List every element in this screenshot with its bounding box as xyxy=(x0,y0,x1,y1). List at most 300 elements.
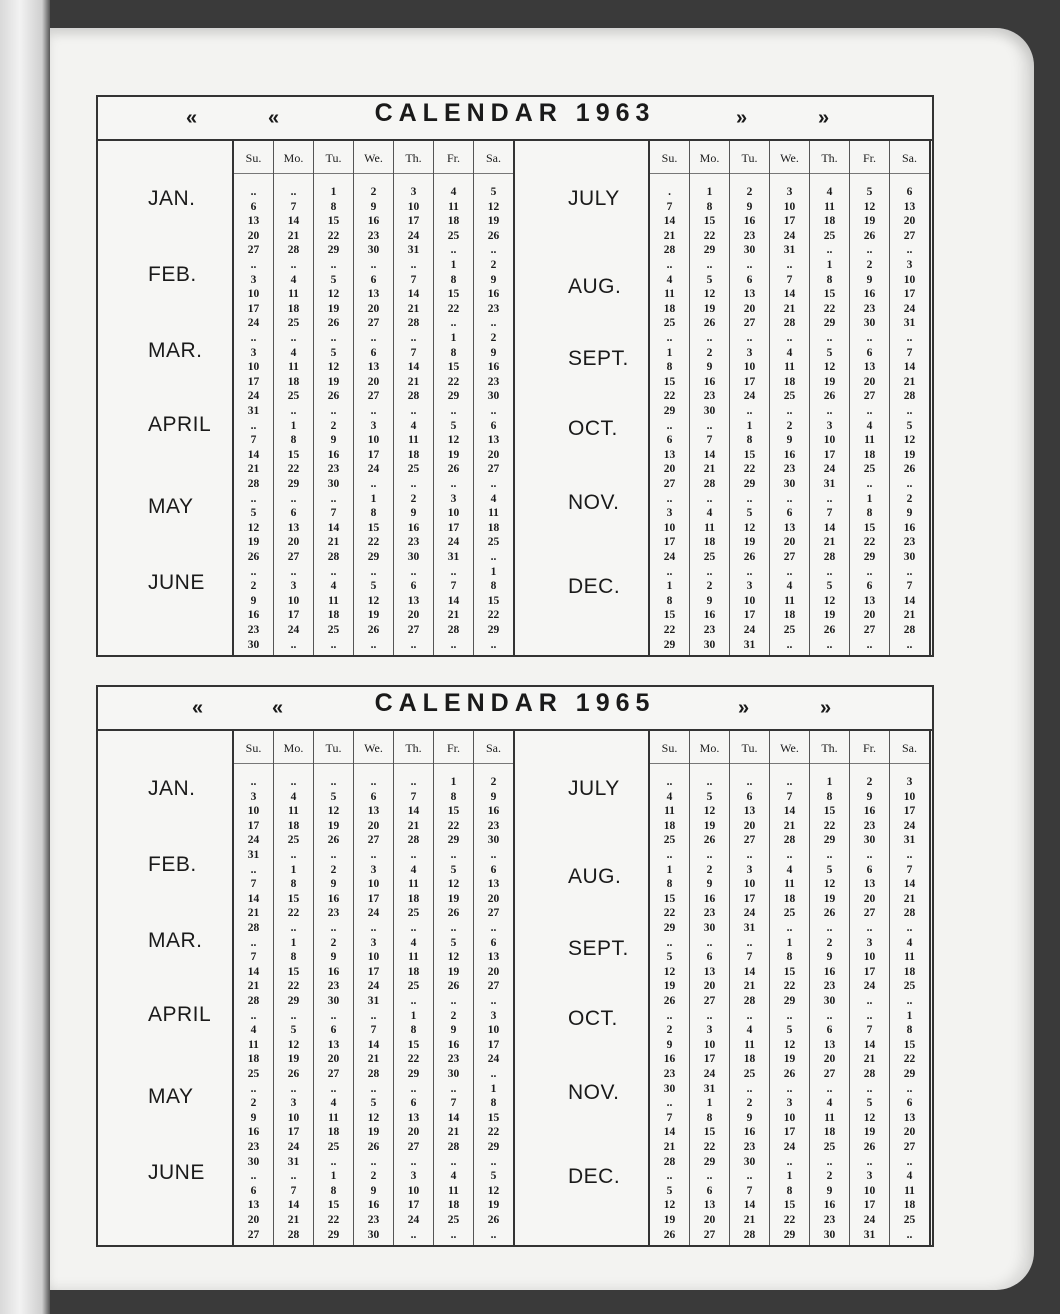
date-cell: 13 xyxy=(703,965,716,978)
date-cell: 9 xyxy=(330,878,337,891)
date-cell: 21 xyxy=(903,892,916,905)
day-header: Mo. xyxy=(283,741,304,755)
date-cell: 10 xyxy=(487,1024,500,1037)
day-header: Fr. xyxy=(446,151,460,165)
date-cell: 29 xyxy=(823,317,836,330)
date-cell: 25 xyxy=(823,1141,836,1153)
date-cell: .. xyxy=(490,405,497,417)
date-cell: 7 xyxy=(746,1184,753,1197)
date-cell: 19 xyxy=(447,965,460,978)
date-cell: 9 xyxy=(786,434,793,447)
header-rule xyxy=(690,173,729,174)
day-column xyxy=(650,141,690,655)
date-cell: 3 xyxy=(906,259,913,271)
date-cell: 2 xyxy=(370,1170,377,1183)
date-cell: 2 xyxy=(746,186,753,198)
date-cell: .. xyxy=(490,244,497,257)
date-cell: 24 xyxy=(903,819,916,832)
date-cell: 16 xyxy=(823,1199,836,1212)
date-cell: 20 xyxy=(487,965,500,978)
date-cell: 26 xyxy=(247,551,260,563)
date-cell: 16 xyxy=(247,1126,260,1139)
date-cell: .. xyxy=(410,1082,417,1095)
date-cell: 16 xyxy=(327,448,340,461)
day-column xyxy=(730,141,770,655)
date-cell: 15 xyxy=(447,361,460,374)
date-cell: 23 xyxy=(783,463,796,476)
date-cell: 14 xyxy=(663,215,676,228)
date-cell: 2 xyxy=(706,580,713,593)
date-cell: 8 xyxy=(666,361,673,374)
calendar-1963 xyxy=(96,95,934,657)
date-cell: 24 xyxy=(703,1068,716,1080)
date-cell: 30 xyxy=(663,1082,676,1095)
day-column xyxy=(890,141,929,655)
date-cell: .. xyxy=(746,1170,753,1183)
date-cell: 16 xyxy=(367,215,380,228)
date-cell: .. xyxy=(786,776,793,788)
date-cell: 22 xyxy=(327,1214,340,1226)
date-cell: .. xyxy=(906,478,913,490)
date-cell: 24 xyxy=(863,980,876,993)
date-cell: 31 xyxy=(903,317,916,330)
date-cell: .. xyxy=(410,565,417,578)
date-cell: 16 xyxy=(487,805,500,818)
date-cell: 25 xyxy=(903,980,916,993)
date-cell: 20 xyxy=(823,1053,836,1066)
date-cell: 11 xyxy=(824,1111,835,1124)
month-label: JUNE xyxy=(148,571,205,594)
date-cell: 19 xyxy=(903,448,916,461)
date-cell: 16 xyxy=(447,1038,460,1051)
date-cell: 12 xyxy=(247,521,260,534)
date-cell: 6 xyxy=(330,1024,337,1037)
date-cell: .. xyxy=(250,332,257,344)
date-cell: 2 xyxy=(410,492,417,505)
date-cell: 9 xyxy=(746,1111,753,1124)
date-cell: 17 xyxy=(663,536,676,549)
date-cell: 8 xyxy=(706,200,713,213)
header-rule xyxy=(314,173,353,174)
date-cell: .. xyxy=(906,565,913,578)
date-cell: 28 xyxy=(447,1141,460,1153)
date-cell: 8 xyxy=(666,594,673,607)
date-cell: 13 xyxy=(487,951,500,964)
header-rule xyxy=(434,763,473,764)
date-cell: 8 xyxy=(786,1184,793,1197)
day-header: Tu. xyxy=(741,741,758,755)
day-header: Tu. xyxy=(325,151,342,165)
date-cell: 30 xyxy=(487,834,500,847)
day-column xyxy=(234,141,274,655)
date-cell: .. xyxy=(786,259,793,271)
date-cell: 12 xyxy=(487,200,500,213)
date-cell: 5 xyxy=(866,1097,873,1110)
date-cell: 29 xyxy=(407,1068,420,1080)
date-cell: 27 xyxy=(903,229,916,242)
date-cell: 1 xyxy=(826,776,833,788)
date-cell: 27 xyxy=(703,995,716,1007)
date-cell: .. xyxy=(666,259,673,271)
date-cell: 20 xyxy=(367,819,380,832)
date-cell: 29 xyxy=(287,995,300,1007)
date-cell: 8 xyxy=(290,434,297,447)
date-cell: 24 xyxy=(367,463,380,476)
date-cell: .. xyxy=(330,849,337,861)
date-cell: 7 xyxy=(250,434,257,447)
date-cell: 19 xyxy=(863,215,876,228)
date-cell: 9 xyxy=(706,878,713,891)
date-cell: 7 xyxy=(250,951,257,964)
date-cell: .. xyxy=(706,1170,713,1183)
header-rule xyxy=(354,173,393,174)
date-cell: 9 xyxy=(250,1111,257,1124)
date-cell: 1 xyxy=(450,259,457,271)
date-cell: 11 xyxy=(288,288,299,301)
date-cell: 3 xyxy=(866,936,873,949)
date-cell: 8 xyxy=(746,434,753,447)
date-cell: 19 xyxy=(447,892,460,905)
date-cell: 6 xyxy=(786,507,793,520)
date-cell: 30 xyxy=(447,1068,460,1080)
date-cell: 27 xyxy=(367,390,380,403)
date-cell: 17 xyxy=(743,892,756,905)
date-cell: 26 xyxy=(447,980,460,993)
header-rule xyxy=(474,173,513,174)
date-cell: 11 xyxy=(864,434,875,447)
date-cell: 19 xyxy=(327,375,340,388)
date-cell: 29 xyxy=(327,1228,340,1241)
date-cell: 16 xyxy=(903,521,916,534)
date-cell: 4 xyxy=(786,863,793,876)
date-cell: 22 xyxy=(487,1126,500,1139)
date-cell: 2 xyxy=(666,1024,673,1037)
date-cell: .. xyxy=(746,1082,753,1095)
date-cell: .. xyxy=(666,1009,673,1022)
date-cell: 24 xyxy=(903,302,916,315)
date-cell: 7 xyxy=(290,200,297,213)
month-label: MAY xyxy=(148,495,194,518)
date-cell: 28 xyxy=(247,922,260,934)
date-cell: 11 xyxy=(328,594,339,607)
date-cell: 16 xyxy=(703,375,716,388)
date-cell: 10 xyxy=(783,200,796,213)
date-cell: 1 xyxy=(906,1009,913,1022)
date-cell: 6 xyxy=(906,1097,913,1110)
date-cell: 1 xyxy=(410,1009,417,1022)
date-cell: 10 xyxy=(903,790,916,803)
date-cell: 3 xyxy=(410,1170,417,1183)
date-cell: 5 xyxy=(666,1184,673,1197)
date-cell: 26 xyxy=(703,834,716,847)
date-cell: 13 xyxy=(327,1038,340,1051)
date-cell: 25 xyxy=(287,834,300,847)
date-cell: 4 xyxy=(450,186,457,198)
header-rule xyxy=(354,763,393,764)
day-column xyxy=(274,731,314,1245)
date-cell: 12 xyxy=(863,1111,876,1124)
date-cell: 20 xyxy=(247,229,260,242)
date-cell: 20 xyxy=(863,609,876,622)
date-cell: 17 xyxy=(903,805,916,818)
day-header: We. xyxy=(780,151,799,165)
date-cell: 11 xyxy=(784,361,795,374)
date-cell: 26 xyxy=(863,1141,876,1153)
month-label: MAR. xyxy=(148,929,203,952)
date-cell: 21 xyxy=(903,375,916,388)
date-cell: 22 xyxy=(287,907,300,920)
date-cell: 31 xyxy=(743,638,756,651)
date-cell: 14 xyxy=(407,361,420,374)
date-cell: 25 xyxy=(447,229,460,242)
date-cell: 9 xyxy=(746,200,753,213)
calendar-header xyxy=(98,687,932,731)
date-cell: 15 xyxy=(327,215,340,228)
date-cell: 6 xyxy=(746,790,753,803)
date-cell: 26 xyxy=(903,463,916,476)
date-cell: 15 xyxy=(407,1038,420,1051)
date-cell: 27 xyxy=(663,478,676,490)
date-cell: 31 xyxy=(247,849,260,861)
date-cell: .. xyxy=(706,419,713,432)
left-quote-mark: « xyxy=(192,697,204,719)
date-cell: 7 xyxy=(330,507,337,520)
date-cell: .. xyxy=(330,405,337,417)
date-cell: 5 xyxy=(290,1024,297,1037)
date-cell: 7 xyxy=(826,507,833,520)
date-cell: 22 xyxy=(783,1214,796,1226)
date-cell: 12 xyxy=(703,288,716,301)
date-cell: 18 xyxy=(327,609,340,622)
date-cell: .. xyxy=(666,1097,673,1110)
date-cell: 22 xyxy=(287,463,300,476)
date-cell: .. xyxy=(330,332,337,344)
date-cell: 29 xyxy=(447,834,460,847)
date-cell: 25 xyxy=(663,834,676,847)
date-cell: 28 xyxy=(903,907,916,920)
date-cell: .. xyxy=(706,259,713,271)
date-cell: .. xyxy=(786,638,793,651)
date-cell: 9 xyxy=(410,507,417,520)
date-cell: 12 xyxy=(663,965,676,978)
date-cell: 15 xyxy=(663,609,676,622)
date-cell: 4 xyxy=(290,790,297,803)
date-cell: 21 xyxy=(863,1053,876,1066)
date-cell: .. xyxy=(490,638,497,651)
date-cell: 18 xyxy=(287,302,300,315)
day-header: We. xyxy=(364,741,383,755)
date-cell: .. xyxy=(290,332,297,344)
day-column xyxy=(474,731,513,1245)
day-column xyxy=(354,141,394,655)
date-cell: 7 xyxy=(706,434,713,447)
date-cell: 26 xyxy=(447,907,460,920)
date-cell: 30 xyxy=(367,244,380,257)
date-cell: .. xyxy=(666,849,673,861)
header-rule xyxy=(394,173,433,174)
date-cell: 18 xyxy=(823,215,836,228)
date-cell: 25 xyxy=(287,390,300,403)
date-cell: 20 xyxy=(663,463,676,476)
date-cell: 14 xyxy=(903,878,916,891)
date-cell: 11 xyxy=(408,878,419,891)
date-cell: 5 xyxy=(826,580,833,593)
date-cell: 19 xyxy=(823,609,836,622)
month-label: OCT. xyxy=(568,417,618,440)
date-cell: .. xyxy=(866,565,873,578)
month-label: APRIL xyxy=(148,1003,212,1026)
date-cell: 13 xyxy=(903,200,916,213)
header-rule xyxy=(810,763,849,764)
date-cell: .. xyxy=(370,849,377,861)
date-cell: 30 xyxy=(367,1228,380,1241)
date-cell: 28 xyxy=(407,317,420,330)
date-cell: 19 xyxy=(863,1126,876,1139)
date-cell: 22 xyxy=(663,907,676,920)
date-cell: 1 xyxy=(666,580,673,593)
header-rule xyxy=(650,173,689,174)
date-cell: 10 xyxy=(287,594,300,607)
date-cell: 30 xyxy=(247,1155,260,1168)
header-rule xyxy=(810,173,849,174)
date-cell: .. xyxy=(906,1082,913,1095)
date-cell: 29 xyxy=(823,834,836,847)
date-cell: 10 xyxy=(783,1111,796,1124)
date-cell: 17 xyxy=(863,1199,876,1212)
date-cell: .. xyxy=(250,1009,257,1022)
date-cell: .. xyxy=(866,638,873,651)
date-cell: 16 xyxy=(743,215,756,228)
date-cell: 30 xyxy=(407,551,420,563)
date-cell: 30 xyxy=(703,405,716,417)
date-cell: .. xyxy=(826,565,833,578)
date-cell: 28 xyxy=(823,551,836,563)
date-cell: 24 xyxy=(407,1214,420,1226)
date-cell: 15 xyxy=(487,1111,500,1124)
date-cell: .. xyxy=(450,317,457,330)
book-spine xyxy=(0,0,50,1314)
day-grid xyxy=(648,141,931,655)
day-header: Tu. xyxy=(325,741,342,755)
date-cell: 29 xyxy=(487,1141,500,1153)
date-cell: 20 xyxy=(367,375,380,388)
date-cell: 3 xyxy=(786,1097,793,1110)
date-cell: 31 xyxy=(823,478,836,490)
date-cell: 12 xyxy=(663,1199,676,1212)
date-cell: .. xyxy=(250,936,257,949)
date-cell: 11 xyxy=(248,1038,259,1051)
date-cell: 19 xyxy=(823,375,836,388)
date-cell: 8 xyxy=(330,1184,337,1197)
date-cell: .. xyxy=(490,995,497,1007)
day-column xyxy=(810,141,850,655)
date-cell: 5 xyxy=(786,1024,793,1037)
date-cell: 17 xyxy=(743,609,756,622)
date-cell: 7 xyxy=(666,200,673,213)
date-cell: 29 xyxy=(703,1155,716,1168)
date-cell: .. xyxy=(290,565,297,578)
date-cell: 24 xyxy=(743,390,756,403)
date-cell: 6 xyxy=(490,936,497,949)
date-cell: 10 xyxy=(823,434,836,447)
date-cell: 23 xyxy=(743,1141,756,1153)
date-cell: 22 xyxy=(703,229,716,242)
date-cell: 23 xyxy=(447,1053,460,1066)
date-cell: .. xyxy=(370,638,377,651)
date-cell: 19 xyxy=(663,1214,676,1226)
date-cell: 5 xyxy=(826,346,833,359)
day-column xyxy=(394,731,434,1245)
date-cell: 6 xyxy=(746,273,753,286)
date-cell: 3 xyxy=(370,863,377,876)
date-cell: 9 xyxy=(370,1184,377,1197)
left-quote-mark: « xyxy=(186,107,198,129)
date-cell: 21 xyxy=(743,980,756,993)
day-column xyxy=(274,141,314,655)
date-cell: 2 xyxy=(370,186,377,198)
date-cell: 28 xyxy=(247,478,260,490)
month-label: NOV. xyxy=(568,491,620,514)
date-cell: 28 xyxy=(663,1155,676,1168)
date-cell: 8 xyxy=(666,878,673,891)
date-cell: 31 xyxy=(703,1082,716,1095)
date-cell: .. xyxy=(706,776,713,788)
date-cell: 4 xyxy=(290,273,297,286)
date-cell: .. xyxy=(866,478,873,490)
day-header: We. xyxy=(780,741,799,755)
day-column xyxy=(690,141,730,655)
date-cell: .. xyxy=(746,405,753,417)
day-grid xyxy=(648,731,931,1245)
date-cell: 14 xyxy=(743,965,756,978)
date-cell: 14 xyxy=(247,448,260,461)
date-cell: 21 xyxy=(327,536,340,549)
date-cell: 13 xyxy=(367,361,380,374)
date-cell: 26 xyxy=(823,624,836,636)
date-cell: .. xyxy=(450,244,457,257)
date-cell: 1 xyxy=(450,332,457,344)
date-cell: .. xyxy=(906,995,913,1007)
date-cell: 8 xyxy=(410,1024,417,1037)
date-cell: 16 xyxy=(407,521,420,534)
date-cell: 15 xyxy=(663,375,676,388)
date-cell: 21 xyxy=(783,302,796,315)
date-cell: 3 xyxy=(906,776,913,788)
date-cell: 6 xyxy=(666,434,673,447)
date-cell: .. xyxy=(746,776,753,788)
date-cell: 22 xyxy=(367,536,380,549)
date-cell: 22 xyxy=(703,1141,716,1153)
date-cell: 8 xyxy=(490,580,497,593)
date-cell: .. xyxy=(370,478,377,490)
date-cell: 8 xyxy=(826,273,833,286)
right-quote-mark: » xyxy=(820,697,832,719)
date-cell: .. xyxy=(370,776,377,788)
date-cell: 8 xyxy=(290,878,297,891)
date-cell: 2 xyxy=(826,1170,833,1183)
date-cell: 26 xyxy=(367,624,380,636)
date-cell: 29 xyxy=(783,1228,796,1241)
date-cell: 20 xyxy=(407,1126,420,1139)
date-cell: .. xyxy=(746,936,753,949)
day-column xyxy=(434,731,474,1245)
date-cell: 5 xyxy=(250,507,257,520)
date-cell: 12 xyxy=(367,594,380,607)
date-cell: 23 xyxy=(367,1214,380,1226)
date-cell: 25 xyxy=(783,624,796,636)
date-cell: 15 xyxy=(703,215,716,228)
date-cell: 22 xyxy=(447,302,460,315)
